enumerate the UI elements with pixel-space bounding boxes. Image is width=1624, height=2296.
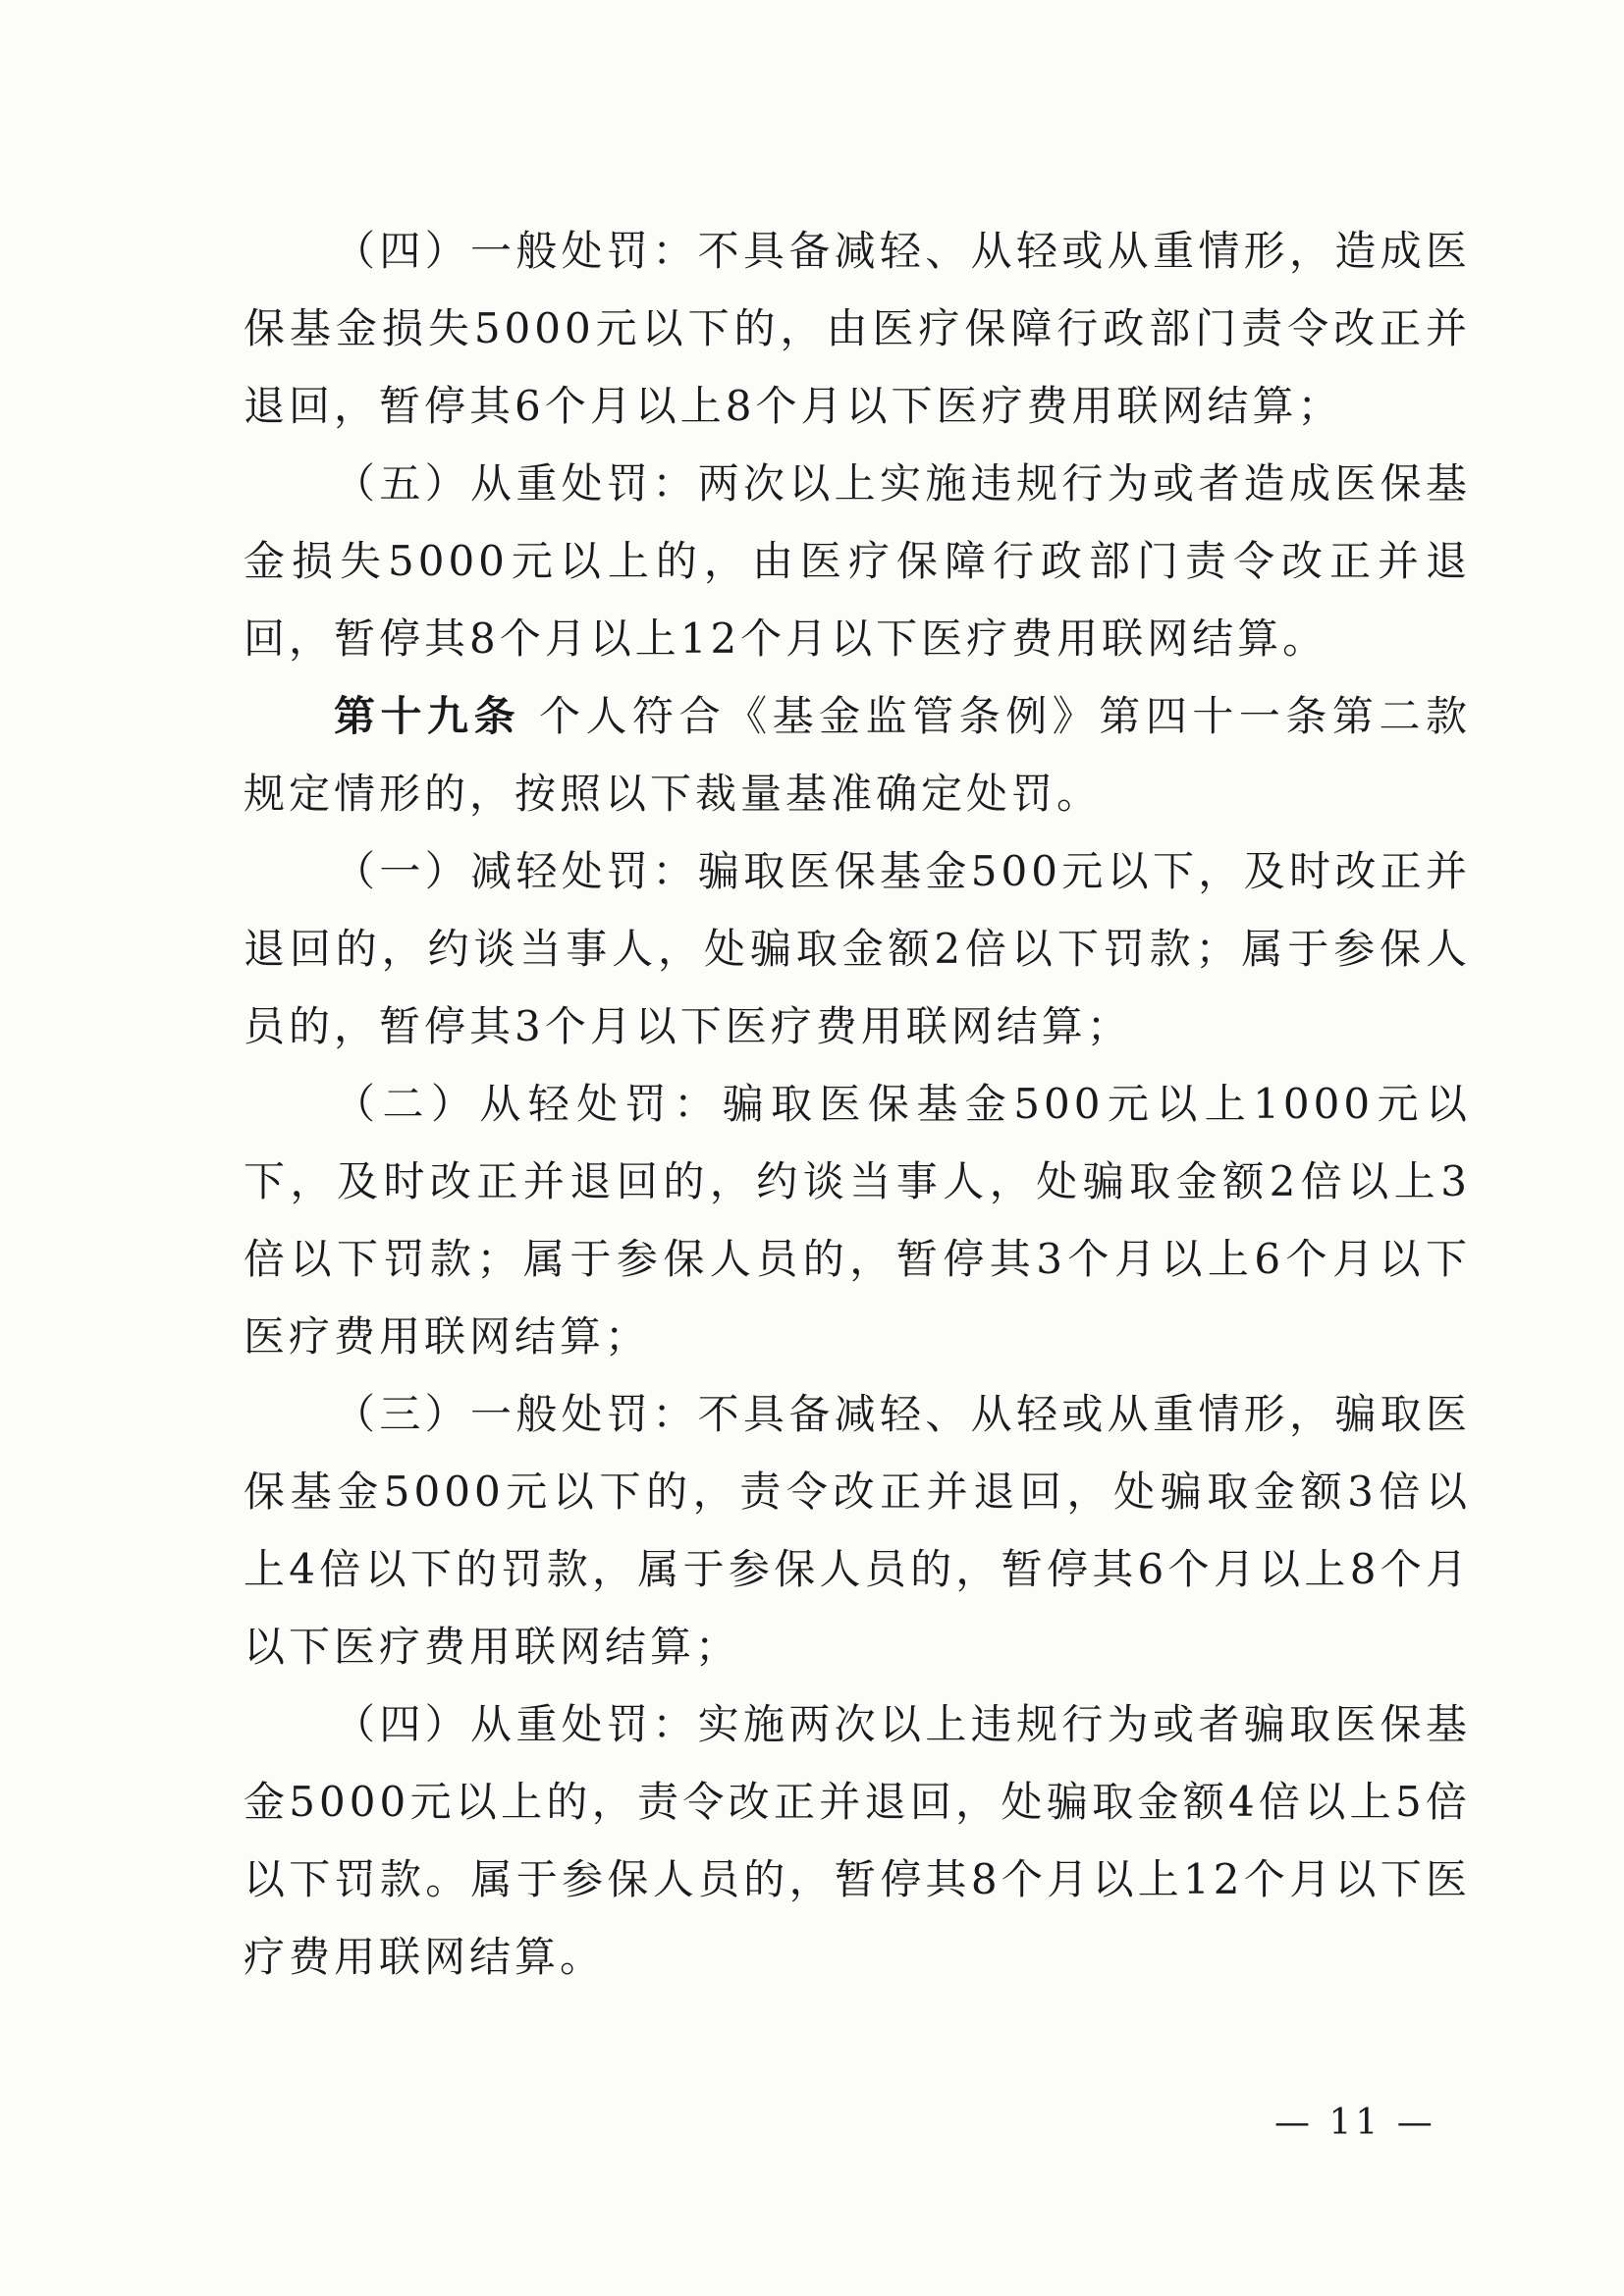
paragraph-article-19 [244,677,1471,832]
paragraph-text: 个人符合《基金监管条例》第四十一条第二款规定情形的，按照以下裁量基准确定处罚。 [244,692,1471,818]
paragraph-text: （一）减轻处罚：骗取医保基金500元以下，及时改正并退回的，约谈当事人，处骗取金额2倍以下罚款；属于参保人员的，暂停其3个月以下医疗费用联网结算； [244,847,1471,1050]
paragraph-penalty-heavier [244,445,1471,677]
paragraph-text: （二）从轻处罚：骗取医保基金500元以上1000元以下，及时改正并退回的，约谈当事人，处骗取金额2倍以上3倍以下罚款；属于参保人员的，暂停其3个月以上6个月以下医疗费用联网结算； [244,1080,1471,1361]
paragraph-individual-heavier [244,1685,1471,1996]
article-heading: 第十九条 [334,692,521,740]
page-number: — 11 — [1274,2103,1436,2143]
paragraph-individual-general [244,1375,1471,1685]
paragraph-text: （四）一般处罚：不具备减轻、从轻或从重情形，造成医保基金损失5000元以下的，由医疗保障行政部门责令改正并退回，暂停其6个月以上8个月以下医疗费用联网结算； [244,227,1471,430]
paragraph-text: （五）从重处罚：两次以上实施违规行为或者造成医保基金损失5000元以上的，由医疗保障行政部门责令改正并退回，暂停其8个月以上12个月以下医疗费用联网结算。 [244,459,1471,663]
paragraph-text: （三）一般处罚：不具备减轻、从轻或从重情形，骗取医保基金5000元以下的，责令改正并退回，处骗取金额3倍以上4倍以下的罚款，属于参保人员的，暂停其6个月以上8个月以下医疗费用联网结算； [244,1390,1471,1671]
paragraph-penalty-general [244,212,1471,445]
paragraph-individual-reduced [244,832,1471,1065]
body-text [244,212,1471,1996]
paragraph-individual-lighter [244,1065,1471,1375]
paragraph-text: （四）从重处罚：实施两次以上违规行为或者骗取医保基金5000元以上的，责令改正并退回，处骗取金额4倍以上5倍以下罚款。属于参保人员的，暂停其8个月以上12个月以下医疗费用联网结算。 [244,1700,1471,1981]
